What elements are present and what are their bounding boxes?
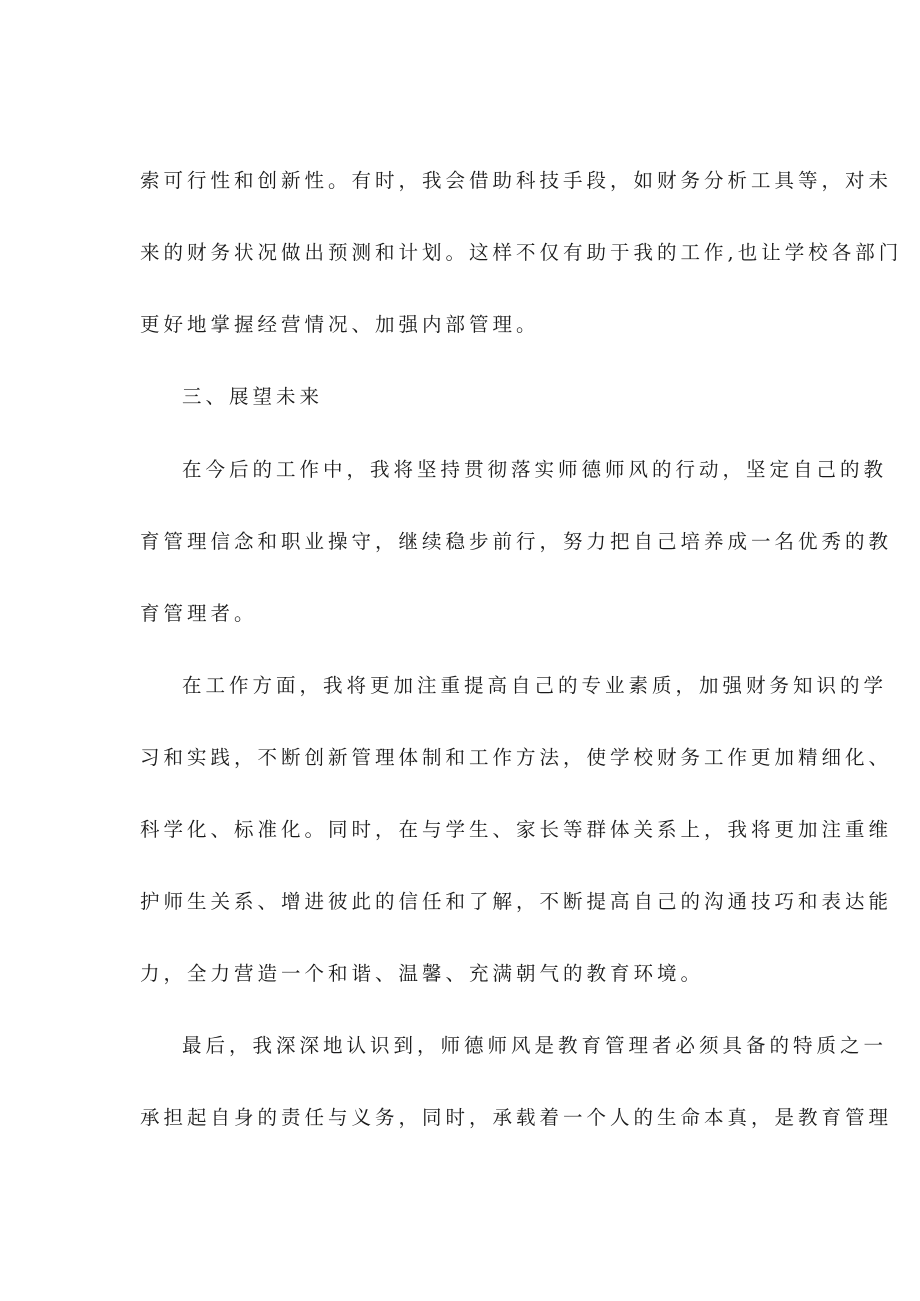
text-line: 护师生关系、增进彼此的信任和了解，不断提高自己的沟通技巧和表达能	[140, 890, 893, 913]
text-line: 育管理者。	[140, 602, 258, 625]
text-line: 来的财务状况做出预测和计划。这样不仅有助于我的工作,也让学校各部门	[140, 241, 903, 264]
text-line: 最后，我深深地认识到，师德师风是教育管理者必须具备的特质之一	[182, 1034, 888, 1057]
text-line: 更好地掌握经营情况、加强内部管理。	[140, 313, 540, 336]
text-line: 在今后的工作中，我将坚持贯彻落实师德师风的行动，坚定自己的教	[182, 458, 888, 481]
text-line: 索可行性和创新性。有时，我会借助科技手段，如财务分析工具等，对未	[140, 169, 893, 192]
text-line: 育管理信念和职业操守，继续稳步前行，努力把自己培养成一名优秀的教	[140, 530, 893, 553]
text-line: 在工作方面，我将更加注重提高自己的专业素质，加强财务知识的学	[182, 674, 888, 697]
text-line: 力，全力营造一个和谐、温馨、充满朝气的教育环境。	[140, 962, 705, 985]
section-heading: 三、展望未来	[182, 385, 324, 408]
text-line: 习和实践，不断创新管理体制和工作方法，使学校财务工作更加精细化、	[140, 746, 893, 769]
text-line: 承担起自身的责任与义务，同时，承载着一个人的生命本真，是教育管理	[140, 1106, 893, 1129]
text-line: 科学化、标准化。同时，在与学生、家长等群体关系上，我将更加注重维	[140, 818, 893, 841]
